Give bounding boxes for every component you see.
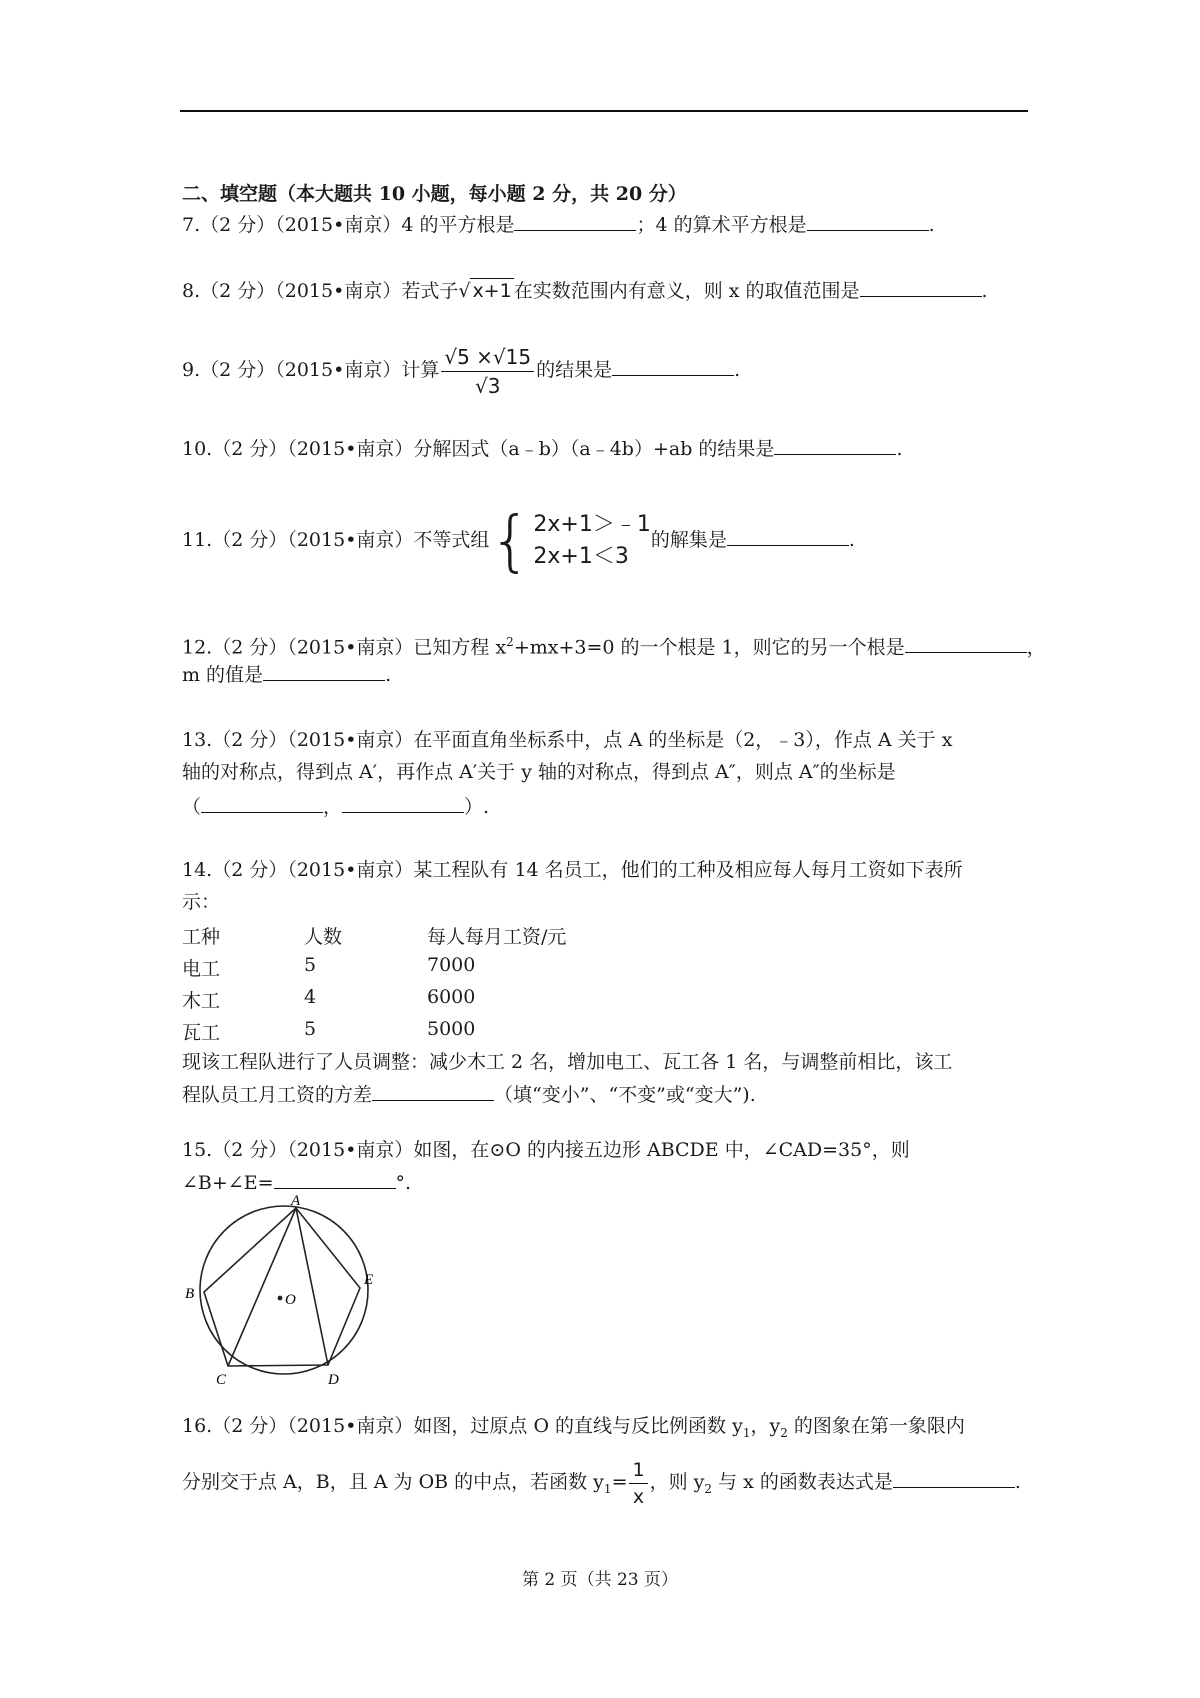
q13-open: （ xyxy=(182,796,202,818)
q16-fraction xyxy=(629,1459,647,1508)
q16-line-2b: = xyxy=(611,1471,628,1493)
label-e: E xyxy=(364,1272,374,1288)
q13-close: ）. xyxy=(464,796,490,818)
table-header-cell: 每人每月工资/元 xyxy=(427,926,567,948)
q11-end: . xyxy=(848,529,855,551)
q8-end: . xyxy=(981,280,988,302)
q16-line-1c: 的图象在第一象限内 xyxy=(787,1415,965,1437)
q10-answer-blank[interactable] xyxy=(774,436,896,455)
q16-line-2-sub-2: 2 xyxy=(704,1481,712,1496)
q15-answer-blank[interactable] xyxy=(274,1170,396,1189)
q8-answer-blank[interactable] xyxy=(860,278,982,297)
q11-text-1: 11.（2 分）（2015•南京）不等式组 xyxy=(182,529,490,551)
header-rule xyxy=(180,110,1028,112)
label-c: C xyxy=(216,1372,227,1388)
question-15-line-1: 15.（2 分）（2015•南京）如图，在⊙O 的内接五边形 ABCDE 中，∠CAD=35°，则 xyxy=(182,1139,910,1161)
table-cell: 6000 xyxy=(427,986,476,1008)
q8-text-1: 8.（2 分）（2015•南京）若式子 xyxy=(182,280,459,302)
label-d: D xyxy=(328,1372,339,1388)
q14-line-4b: （填“变小”、“不变”或“变大”). xyxy=(494,1084,756,1106)
q16-line-1b: ，y xyxy=(750,1415,781,1437)
q7-text-2: ；4 的算术平方根是 xyxy=(636,214,807,236)
question-14-line-1: 14.（2 分）（2015•南京）某工程队有 14 名员工，他们的工种及相应每人每月工资如下表所 xyxy=(182,859,963,881)
q7-answer-blank-2[interactable] xyxy=(807,212,929,231)
q8-radicand: x+1 xyxy=(472,280,512,302)
question-7 xyxy=(182,212,935,237)
q9-end: . xyxy=(734,359,741,381)
label-a: A xyxy=(291,1193,301,1209)
sqrt-sign-icon: √ xyxy=(458,280,471,302)
question-8 xyxy=(182,278,988,303)
q9-text-2: 的结果是 xyxy=(536,359,613,381)
q7-end: . xyxy=(928,214,935,236)
q12-comma: ， xyxy=(1026,636,1046,659)
question-14-line-2: 示： xyxy=(182,891,221,913)
question-9 xyxy=(182,340,740,404)
question-15-line-2 xyxy=(182,1170,411,1195)
q11-inequality-1: 2x+1＞﹣1 xyxy=(533,512,651,537)
table-cell: 瓦工 xyxy=(182,1022,221,1044)
table-cell: 4 xyxy=(304,986,317,1008)
center-point-o xyxy=(278,1296,283,1301)
q12-line-2: m 的值是 xyxy=(182,664,264,686)
q16-fraction-denominator: x xyxy=(632,1485,645,1508)
q11-text-2: 的解集是 xyxy=(650,529,727,551)
q12-end: . xyxy=(385,664,392,686)
q16-sub-1: 1 xyxy=(742,1425,751,1440)
circle-o xyxy=(200,1206,368,1374)
page-footer: 第 2 页（共 23 页） xyxy=(521,1570,679,1590)
table-header-cell: 工种 xyxy=(182,926,221,948)
question-14-line-3: 现该工程队进行了人员调整：减少木工 2 名，增加电工、瓦工各 1 名，与调整前相比，该工 xyxy=(182,1051,953,1073)
q16-line-2c: ，则 y xyxy=(649,1471,705,1493)
q7-text-1: 7.（2 分）（2015•南京）4 的平方根是 xyxy=(182,214,515,236)
section-title: 二、填空题（本大题共 10 小题，每小题 2 分，共 20 分） xyxy=(182,183,687,205)
question-13-line-1: 13.（2 分）（2015•南京）在平面直角坐标系中，点 A 的坐标是（2，﹣3），作点 A 关于 x xyxy=(182,729,953,751)
q14-answer-blank[interactable] xyxy=(372,1082,494,1101)
q12-answer-blank-2[interactable] xyxy=(263,662,385,681)
q12-text-1: 12.（2 分）（2015•南京）已知方程 x xyxy=(182,636,507,659)
q11-inequality-system xyxy=(489,502,651,579)
left-brace-icon: { xyxy=(489,502,532,579)
q9-text-1: 9.（2 分）（2015•南京）计算 xyxy=(182,359,440,381)
q16-answer-blank[interactable] xyxy=(893,1469,1015,1488)
q10-end: . xyxy=(896,438,903,460)
question-10 xyxy=(182,436,902,461)
question-16-line-2 xyxy=(182,1452,1021,1512)
q16-end: . xyxy=(1014,1471,1021,1493)
table-cell: 5 xyxy=(304,954,317,976)
q7-answer-blank-1[interactable] xyxy=(514,212,636,231)
segment-ac xyxy=(228,1208,296,1366)
q9-answer-blank[interactable] xyxy=(612,357,734,376)
table-cell: 5000 xyxy=(427,1018,476,1040)
q8-text-2: 在实数范围内有意义，则 x 的取值范围是 xyxy=(513,280,860,302)
q12-superscript: 2 xyxy=(506,635,514,649)
q16-line-2d: 与 x 的函数表达式是 xyxy=(712,1471,893,1493)
question-14-line-4 xyxy=(182,1082,756,1107)
q13-separator: ， xyxy=(323,796,343,818)
q13-answer-blank-1[interactable] xyxy=(201,794,323,813)
q16-fraction-numerator: 1 xyxy=(629,1459,647,1484)
q9-fraction xyxy=(441,345,534,398)
table-cell: 7000 xyxy=(427,954,476,976)
q12-text-2: +mx+3=0 的一个根是 1，则它的另一个根是 xyxy=(513,636,905,659)
q16-sub-2: 2 xyxy=(780,1425,788,1440)
table-cell: 木工 xyxy=(182,990,221,1012)
segment-ad xyxy=(296,1208,328,1365)
q11-inequality-2: 2x+1＜3 xyxy=(533,544,629,569)
question-12-line-1 xyxy=(182,630,1046,659)
q14-line-4a: 程队员工月工资的方差 xyxy=(182,1084,373,1106)
q15-line-2a: ∠B+∠E= xyxy=(182,1172,274,1194)
label-b: B xyxy=(185,1286,195,1302)
question-11 xyxy=(182,502,855,579)
table-header-cell: 人数 xyxy=(304,926,343,948)
table-cell: 电工 xyxy=(182,958,221,980)
q12-answer-blank-1[interactable] xyxy=(905,634,1027,653)
q16-line-2-sub: 1 xyxy=(603,1481,612,1496)
q13-answer-blank-2[interactable] xyxy=(342,794,464,813)
q16-line-2a: 分别交于点 A，B，且 A 为 OB 的中点，若函数 y xyxy=(182,1471,604,1493)
q10-text-1: 10.（2 分）（2015•南京）分解因式（a﹣b）（a﹣4b）+ab 的结果是 xyxy=(182,438,775,460)
table-cell: 5 xyxy=(304,1018,317,1040)
q16-line-1a: 16.（2 分）（2015•南京）如图，过原点 O 的直线与反比例函数 y xyxy=(182,1415,743,1437)
q9-denominator: √3 xyxy=(474,373,501,398)
pentagon-in-circle-figure xyxy=(180,1193,380,1388)
question-12-line-2 xyxy=(182,662,391,687)
question-16-line-1 xyxy=(182,1414,965,1445)
q11-answer-blank[interactable] xyxy=(727,527,849,546)
question-13-line-3 xyxy=(182,794,489,819)
q9-numerator: √5 ×√15 xyxy=(441,345,534,372)
label-o: O xyxy=(285,1292,296,1308)
question-13-line-2: 轴的对称点，得到点 A′，再作点 A′关于 y 轴的对称点，得到点 A″，则点 A″的坐标是 xyxy=(182,761,896,783)
pentagon-abcde xyxy=(204,1208,360,1366)
q15-line-2b: °. xyxy=(395,1172,412,1194)
